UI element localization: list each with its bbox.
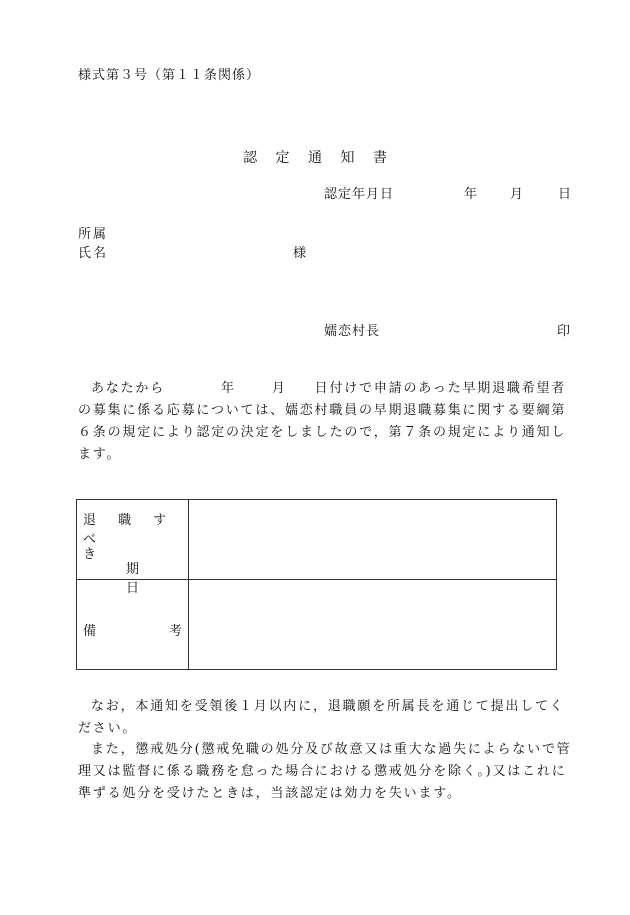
retirement-date-value-cell xyxy=(189,500,557,580)
body-paragraph xyxy=(78,378,574,466)
form-number-label: 様式第３号（第１１条関係） xyxy=(78,68,261,83)
remarks-label-right: 考 xyxy=(168,624,182,639)
body-year: 年 xyxy=(221,381,236,396)
body-lead: あなたから xyxy=(91,381,166,396)
name-label: 氏名 xyxy=(78,246,109,261)
remarks-label-cell xyxy=(77,580,189,670)
title-char: 知 xyxy=(340,150,355,166)
retirement-date-label-line3: 期 日 xyxy=(126,562,166,596)
title-char: 書 xyxy=(372,150,387,166)
note-2-text: また，懲戒処分(懲戒免職の処分及び故意又は重大な過失によらないで管理又は監督に係る職務を怠った場合における懲戒処分を除く。)又はこれに準ずる処分を受けたときは，当該認定は効力を失います。 xyxy=(78,742,572,801)
honorific: 様 xyxy=(293,246,307,261)
note-1-text: なお，本通知を受領後１月以内に，退職願を所属長を通じて提出してください。 xyxy=(78,699,565,736)
affiliation-label: 所属 xyxy=(78,227,109,242)
issuer-title: 嬬恋村長 xyxy=(324,324,381,339)
remarks-value-cell xyxy=(189,580,557,670)
date-month-label: 月 xyxy=(510,187,524,202)
note-paragraph-1 xyxy=(78,696,574,740)
title-char: 通 xyxy=(308,150,322,166)
details-table xyxy=(76,499,557,670)
retirement-date-label-line2: き xyxy=(83,547,97,562)
body-month: 月 xyxy=(271,381,287,396)
certification-date-label: 認定年月日 xyxy=(324,187,395,202)
date-year-label: 年 xyxy=(464,187,478,202)
seal-mark: 印 xyxy=(557,324,571,339)
title-char: 定 xyxy=(275,150,290,166)
note-paragraph-2 xyxy=(78,739,574,805)
retirement-date-label-line1: 退 職 す べ xyxy=(83,513,176,547)
title-char: 認 xyxy=(243,150,258,166)
retirement-date-label-cell xyxy=(77,500,189,596)
date-day-label: 日 xyxy=(558,187,572,202)
body-rest: 日付けで申請のあった早期退職希望者の募集に係る応募については、嬬恋村職員の早期退職募集に関する要綱第６条の規定により認定の決定をしましたので，第７条の規定により通知します。 xyxy=(78,381,567,462)
remarks-label-left: 備 xyxy=(83,624,97,639)
document-title xyxy=(0,147,630,167)
